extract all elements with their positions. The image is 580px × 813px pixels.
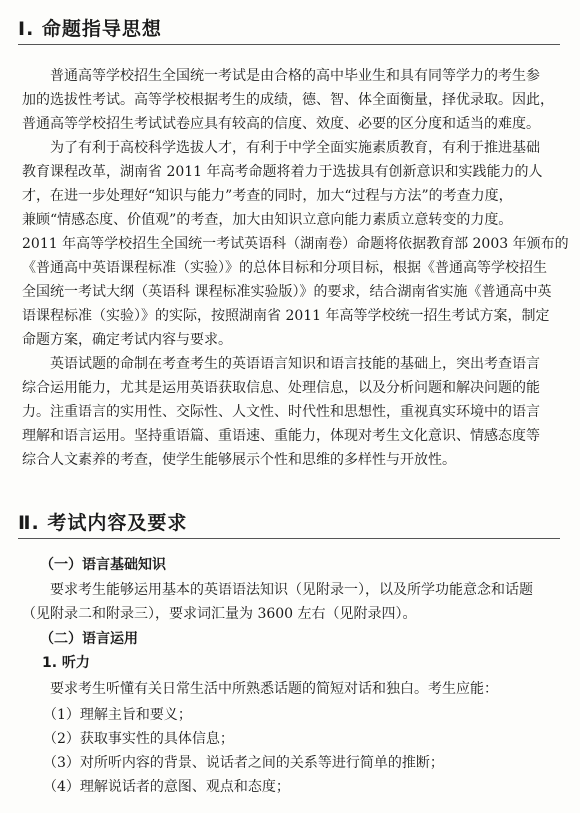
listening-item: （3）对所听内容的背景、说话者之间的关系等进行简单的推断； bbox=[22, 755, 444, 771]
listening-intro: 要求考生听懂有关日常生活中所熟悉话题的简短对话和独白。考生应能： bbox=[22, 681, 498, 697]
section2-rule bbox=[18, 538, 560, 539]
text-line: 力。注重语言的实用性、交际性、人文性、时代性和思想性，重视真实环境中的语言 bbox=[22, 404, 540, 420]
section1-rule bbox=[18, 44, 560, 45]
section1-para1 bbox=[22, 64, 564, 136]
text-line: 语课程标准（实验）》的实际，按照湖南省 2011 年高等学校统一招生考试方案，制定 bbox=[22, 308, 550, 324]
text-line: 《普通高中英语课程标准（实验）》的总体目标和分项目标，根据《普通高等学校招生 bbox=[22, 260, 547, 276]
subsection-language-knowledge-text bbox=[22, 578, 564, 626]
text-line: 2011 年高等学校招生全国统一考试英语科（湖南卷）命题将依据教育部 2003 年颁布的 bbox=[22, 236, 569, 252]
text-line: 才，在进一步处理好“知识与能力”考查的同时，加大“过程与方法”的考查力度， bbox=[22, 188, 513, 204]
subsection-language-knowledge: （一）语言基础知识 bbox=[40, 557, 166, 573]
text-line: 加的选拔性考试。高等学校根据考生的成绩，德、智、体全面衡量，择优录取。因此， bbox=[22, 92, 554, 108]
text-line: 兼顾“情感态度、价值观”的考查，加大由知识立意向能力素质立意转变的力度。 bbox=[22, 212, 513, 228]
listening-item: （4）理解说话者的意图、观点和态度； bbox=[22, 779, 290, 795]
section1-para2 bbox=[22, 136, 569, 352]
text-line: 为了有利于高校科学选拔人才，有利于中学全面实施素质教育，有利于推进基础 bbox=[22, 140, 540, 156]
text-line: 命题方案，确定考试内容与要求。 bbox=[22, 332, 232, 348]
text-line: （见附录二和附录三），要求词汇量为 3600 左右（见附录四）。 bbox=[22, 606, 417, 622]
text-line: 全国统一考试大纲（英语科 课程标准实验版）》的要求，结合湖南省实施《普通高中英 bbox=[22, 284, 552, 300]
listening-heading: 1. 听力 bbox=[42, 655, 90, 671]
text-line: 要求考生能够运用基本的英语语法知识（见附录一），以及所学功能意念和话题 bbox=[22, 582, 533, 598]
text-line: 普通高等学校招生考试试卷应具有较高的信度、效度、必要的区分度和适当的难度。 bbox=[22, 116, 540, 132]
listening-item: （2）获取事实性的具体信息； bbox=[22, 731, 234, 747]
text-line: 综合运用能力，尤其是运用英语获取信息、处理信息，以及分析问题和解决问题的能 bbox=[22, 380, 540, 396]
text-line: 教育课程改革，湖南省 2011 年高考命题将着力于选拔具有创新意识和实践能力的人 bbox=[22, 164, 543, 180]
section1-title: Ⅰ. 命题指导思想 bbox=[18, 18, 162, 40]
text-line: 普通高等学校招生全国统一考试是由合格的高中毕业生和具有同等学力的考生参 bbox=[22, 68, 540, 84]
text-line: 英语试题的命制在考查考生的英语语言知识和语言技能的基础上，突出考查语言 bbox=[22, 356, 540, 372]
text-line: 理解和语言运用。坚持重语篇、重语速、重能力，体现对考生文化意识、情感态度等 bbox=[22, 428, 540, 444]
subsection-language-use: （二）语言运用 bbox=[40, 631, 138, 647]
section1-para3 bbox=[22, 352, 564, 472]
section2-title: Ⅱ. 考试内容及要求 bbox=[18, 512, 188, 534]
text-line: 综合人文素养的考查，使学生能够展示个性和思维的多样性与开放性。 bbox=[22, 452, 456, 468]
listening-item: （1）理解主旨和要义； bbox=[22, 707, 192, 723]
